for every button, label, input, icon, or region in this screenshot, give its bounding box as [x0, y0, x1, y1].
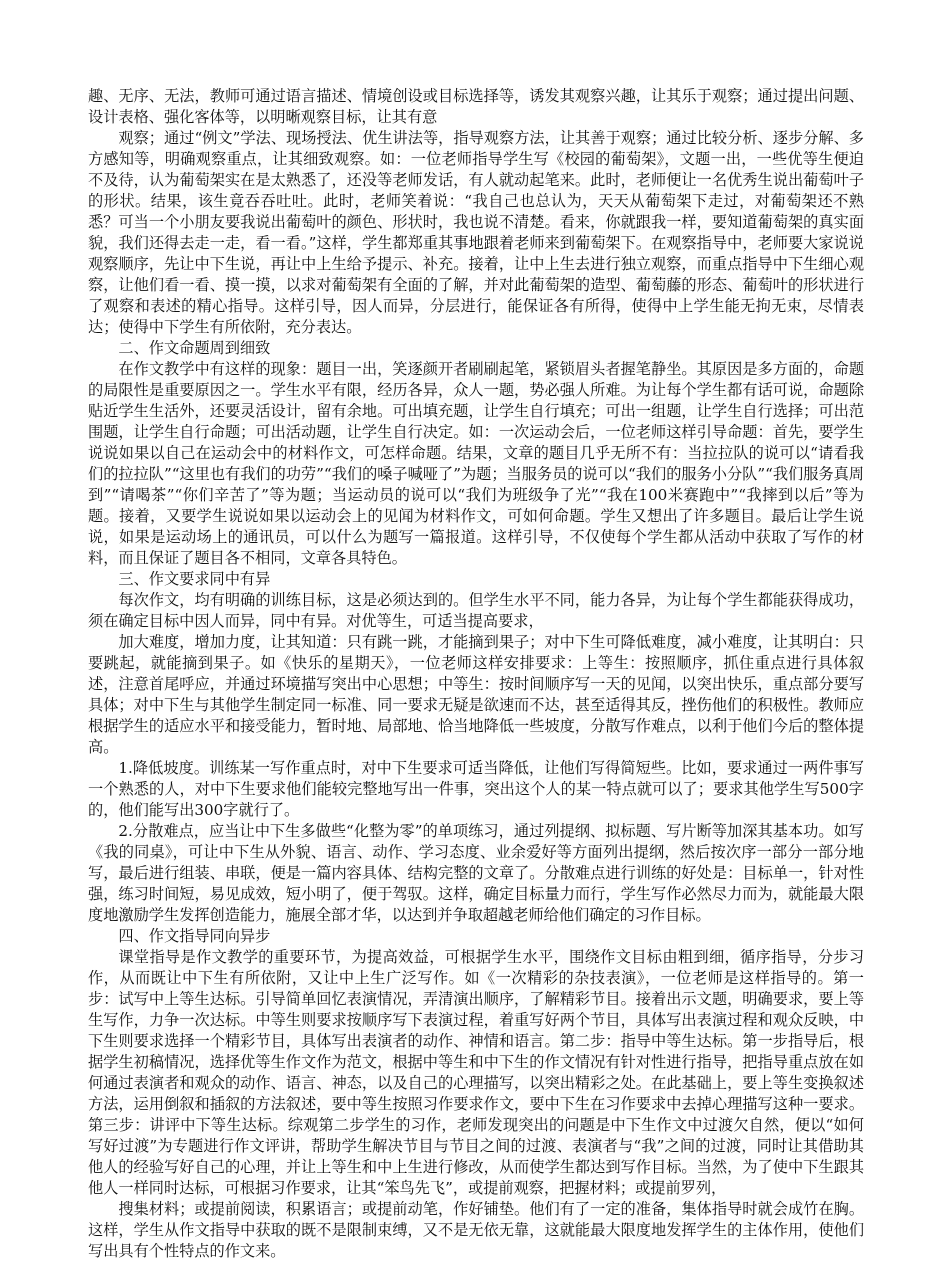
- paragraph-conclusion: 搜集材料；或提前阅读，积累语言；或提前动笔，作好铺垫。他们有了一定的准备，集体指导时就会成竹在胸。这样，学生从作文指导中获取的既不是限制束缚，又不是无依无靠，这就能最大限度地发挥学生的主体作用，使他们写出具有个性特点的作文来。: [88, 1200, 864, 1260]
- paragraph-observation: 观察；通过“例文”学法、现场授法、优生讲法等，指导观察方法，让其善于观察；通过比较分析、逐步分解、多方感知等，明确观察重点，让其细致观察。如：一位老师指导学生写《校园的葡萄架》，文题一出，一些优等生便迫不及待，认为葡萄架实在是太熟悉了，还没等老师发话，有人就动起笔来。此时，老师便让一名优秀生说出葡萄叶子的形状。结果，该生竟吞吞吐吐。此时，老师笑着说：“我自己也总认为，天天从葡萄架下走过，对葡萄架还不熟悉？可当一个小朋友要我说出葡萄叶的颜色、形状时，我也说不清楚。看来，你就跟我一样，要知道葡萄架的真实面貌，我们还得去走一走，看一看。”这样，学生都郑重其事地跟着老师来到葡萄架下。在观察指导中，老师要大家说说观察顺序，先让中下生说，再让中上生给予提示、补充。接着，让中上生去进行独立观察，而重点指导中下生细心观察，让他们看一看、摸一摸，以求对葡萄架有全面的了解，并对此葡萄架的造型、葡萄藤的形态、葡萄叶的形状进行了观察和表述的精心指导。这样引导，因人而异，分层进行，能保证各有所得，使得中上学生能无拘无束，尽情表达；使得中下学生有所依附，充分表达。: [88, 129, 864, 336]
- section-heading-4: 四、作文指导同向异步: [118, 927, 271, 945]
- section-heading-3: 三、作文要求同中有异: [118, 570, 271, 588]
- paragraph-requirements: 每次作文，均有明确的训练目标，这是必须达到的。但学生水平不同，能力各异，为让每个学生都能获得成功，须在确定目标中因人而异，同中有异。对优等生，可适当提高要求，: [88, 591, 864, 630]
- paragraph-guidance: 课堂指导是作文教学的重要环节，为提高效益，可根据学生水平，围绕作文目标由粗到细，循序指导，分步习作，从而既让中下生有所依附，又让中上生广泛写作。如《一次精彩的杂技表演》，一位老师是这样指导的。第一步：试写中上等生达标。引导简单回忆表演情况，弄清演出顺序，了解精彩节目。接着出示文题，明确要求，要上等生写作，力争一次达标。中等生则要求按顺序写下表演过程，着重写好两个节目，具体写出表演过程和观众反映，中下生则要求选择一个精彩节目，具体写出表演者的动作、神情和语言。第二步：指导中等生达标。第一步指导后，根据学生初稿情况，选择优等生作文作为范文，根据中等生和中下生的作文情况有针对性进行指导，把指导重点放在如何通过表演者和观众的动作、语言、神态，以及自己的心理描写，以突出精彩之处。在此基础上，要上等生变换叙述方法，运用倒叙和插叙的方法叙述，要中等生按照习作要求作文，要中下生在习作要求中去掉心理描写这种一要求。第三步：讲评中下等生达标。综观第二步学生的习作，老师发现突出的问题是中下生作文中过渡欠自然，便以“如何写好过渡”为专题进行作文评讲，帮助学生解决节目与节目之间的过渡、表演者与“我”之间的过渡，同时让其借助其他人的经验写好自己的心理，并让上等生和中上生进行修改，从而使学生都达到写作目标。当然，为了使中下生跟其他人一样同时达标，可根据习作要求，让其“笨鸟先飞”，或提前观察，把握材料；或提前罗列，: [88, 948, 864, 1197]
- document-body: [88, 86, 864, 1262]
- paragraph-difficulty: 加大难度，增加力度，让其知道：只有跳一跳，才能摘到果子；对中下生可降低难度，减小难度，让其明白：只要跳起，就能摘到果子。如《快乐的星期天》，一位老师这样安排要求：上等生：按照顺序，抓住重点进行具体叙述，注意首尾呼应，并通过环境描写突出中心思想；中等生：按时间顺序写一天的见闻，以突出快乐，重点部分要写具体；对中下生与其他学生制定同一标准、同一要求无疑是欲速而不达，甚至适得其反，挫伤他们的积极性。教师应根据学生的适应水平和接受能力，暂时地、局部地、恰当地降低一些坡度，分散写作难点，以利于他们今后的整体提高。: [88, 633, 864, 756]
- paragraph-topic-design: 在作文教学中有这样的现象：题目一出，笑逐颜开者刷刷起笔，紧锁眉头者握笔静坐。其原因是多方面的，命题的局限性是重要原因之一。学生水平有限，经历各异，众人一题，势必强人所难。为让每个学生都有话可说，命题除贴近学生生活外，还要灵活设计，留有余地。可出填充题，让学生自行填充；可出一组题，让学生自行选择；可出范围题，让学生自行命题；可出活动题，让学生自行决定。如：一次运动会后，一位老师这样引导命题：首先，要学生说说如果以自己在运动会中的材料作文，可怎样命题。结果，文章的题目几乎无所不有：当拉拉队的说可以“请看我们的拉拉队”“这里也有我们的功劳”“我们的嗓子喊哑了”为题；当服务员的说可以“我们的服务小分队”“我们服务真周到”“请喝茶”“你们辛苦了”等为题；当运动员的说可以“我们为班级争了光”“我在100米赛跑中”“我摔到以后”等为题。接着，又要学生说说如果以运动会上的见闻为材料作文，可如何命题。学生又想出了许多题目。最后让学生说说，如果是运动场上的通讯员，可以什么为题写一篇报道。这样引导，不仅使每个学生都从活动中获取了写作的材料，而且保证了题目各不相同，文章各具特色。: [88, 360, 864, 567]
- paragraph-point-1: 1.降低坡度。训练某一写作重点时，对中下生要求可适当降低，让他们写得简短些。比如，要求通过一两件事写一个熟悉的人，对中下生要求他们能较完整地写出一件事，突出这个人的某一特点就可以了；要求其他学生写500字的，他们能写出300字就行了。: [88, 759, 864, 819]
- paragraph-intro-continuation: 趣、无序、无法，教师可通过语言描述、情境创设或目标选择等，诱发其观察兴趣，让其乐于观察；通过提出问题、设计表格、强化客体等，以明晰观察目标，让其有意: [88, 87, 864, 126]
- paragraph-point-2: 2.分散难点，应当让中下生多做些“化整为零”的单项练习，通过列提纲、拟标题、写片断等加深其基本功。如写《我的同桌》，可让中下生从外貌、语言、动作、学习态度、业余爱好等方面列出提纲，然后按次序一部分一部分地写，最后进行组装、串联，便是一篇内容具体、结构完整的文章了。分散难点进行训练的好处是：目标单一，针对性强，练习时间短，易见成效，短小明了，便于驾驭。这样，确定目标量力而行，学生写作必然尽力而为，就能最大限度地激励学生发挥创造能力，施展全部才华，以达到并争取超越老师给他们确定的习作目标。: [88, 822, 864, 924]
- section-heading-2: 二、作文命题周到细致: [118, 339, 271, 357]
